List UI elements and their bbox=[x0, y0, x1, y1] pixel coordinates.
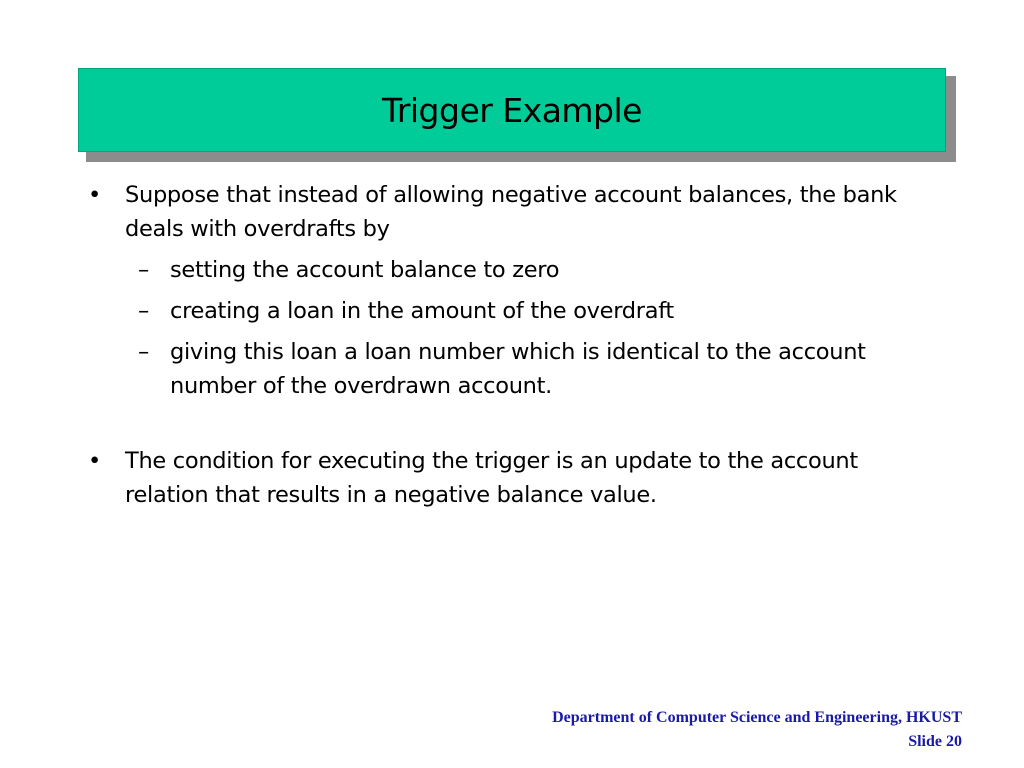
subitem-text: giving this loan a loan number which is identical to the account number of the overdrawn account. bbox=[170, 339, 866, 399]
slide-title: Trigger Example bbox=[382, 90, 642, 130]
bullet-text: Suppose that instead of allowing negative account balances, the bank deals with overdrafts by bbox=[125, 182, 897, 242]
subitem-marker: – bbox=[138, 257, 150, 283]
footer bbox=[552, 706, 962, 754]
subitem-marker: – bbox=[138, 339, 150, 365]
footer-department: Department of Computer Science and Engineering, HKUST bbox=[552, 709, 962, 726]
bullet-text: The condition for executing the trigger is an update to the account relation that results in a negative balance value. bbox=[125, 448, 858, 508]
subitem-marker: – bbox=[138, 298, 150, 324]
bullet-marker: • bbox=[88, 182, 102, 208]
subitem-text: setting the account balance to zero bbox=[170, 257, 560, 283]
subitem-text: creating a loan in the amount of the overdraft bbox=[170, 298, 674, 324]
bullet-marker: • bbox=[88, 448, 102, 474]
slide-number: Slide 20 bbox=[908, 733, 962, 750]
